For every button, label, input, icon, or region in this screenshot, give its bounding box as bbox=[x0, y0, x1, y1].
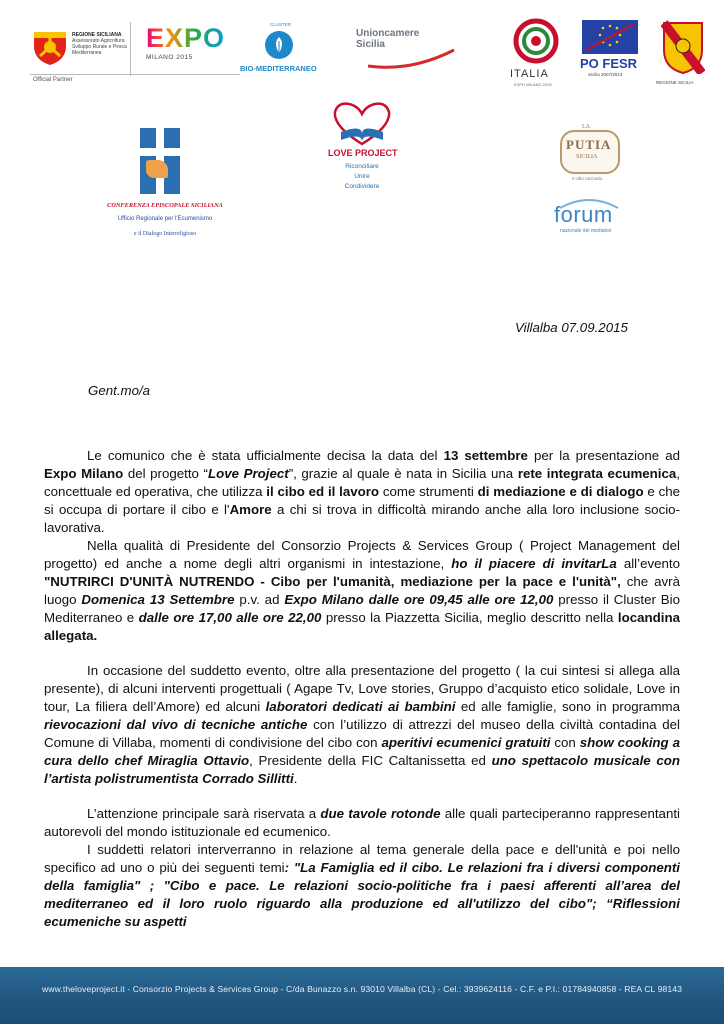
putia-region: SICILIA bbox=[576, 154, 598, 160]
text-run: come strumenti bbox=[379, 484, 478, 499]
paragraph-5-text bbox=[44, 842, 680, 929]
letter-date: Villalba 07.09.2015 bbox=[515, 320, 628, 335]
putia-top: LA bbox=[582, 124, 590, 130]
paragraph-2 bbox=[44, 537, 680, 645]
text-run: "NUTRIRCI D'UNITÀ NUTRENDO - Cibo per l'umanità, mediazione per la pace e l'unità", bbox=[44, 574, 621, 589]
paragraph-2-text bbox=[44, 538, 680, 643]
text-run: L’attenzione principale sarà riservata a bbox=[87, 806, 321, 821]
love-project-title: LOVE PROJECT bbox=[328, 148, 398, 158]
love-motto-1: Riconciliare bbox=[345, 163, 379, 170]
text-run: rete integrata ecumenica bbox=[517, 466, 677, 481]
cluster-label: CLUSTER bbox=[270, 22, 292, 27]
forum-subtitle: nazionale dei mediatori bbox=[560, 228, 612, 234]
regione-siciliana-logo bbox=[30, 28, 130, 73]
text-run: Expo Milano dalle ore 09,45 alle ore 12,00 bbox=[284, 592, 554, 607]
trinacria-emblem-icon bbox=[661, 20, 705, 74]
text-run: Love Project bbox=[207, 466, 289, 481]
text-run: I suddetti relatori interverranno in relazione al tema generale della pace e dell'unità e poi nello specifico ad uno o più dei seguenti temi bbox=[44, 842, 680, 875]
regione-sicilia-logo bbox=[658, 20, 708, 92]
text-run: del progetto “ bbox=[123, 466, 208, 481]
header-divider bbox=[130, 22, 131, 76]
regione-line-4: Mediterranea bbox=[72, 50, 102, 56]
cesi-name: CONFERENZA EPISCOPALE SICILIANA bbox=[107, 202, 223, 209]
love-motto-3: Condividere bbox=[344, 183, 380, 190]
text-run: ed alle famiglie, sono in programma bbox=[455, 699, 680, 714]
forum-logo bbox=[550, 196, 630, 244]
love-project-logo bbox=[322, 100, 402, 200]
cesi-cross-icon bbox=[140, 128, 180, 194]
text-run: , Presidente della FIC Caltanissetta ed bbox=[249, 753, 492, 768]
text-run: Le comunico che è stata ufficialmente decisa la data del bbox=[87, 448, 444, 463]
regione-line-2: Assessorato Agricoltura bbox=[72, 38, 125, 44]
bio-mediterraneo-logo bbox=[240, 22, 320, 82]
heart-book-icon bbox=[327, 100, 397, 146]
text-run: e che si occupa di portare il cibo e l' bbox=[44, 484, 681, 517]
text-run: laboratori dedicati ai bambini bbox=[265, 699, 456, 714]
text-run: rievocazioni dal vivo di tecniche antiche bbox=[44, 717, 308, 732]
regione-line-3: Sviluppo Rurale e Pesca bbox=[72, 44, 127, 50]
text-run: locandina allegata. bbox=[44, 610, 680, 643]
letter-salutation: Gent.mo/a bbox=[88, 383, 151, 398]
bio-mediterraneo-label: BIO-MEDITERRANEO bbox=[240, 64, 317, 73]
unioncamere-region: Sicilia bbox=[356, 39, 385, 50]
regione-sicilia-label: REGIONE SICILIA bbox=[656, 80, 694, 85]
paragraph-3 bbox=[44, 662, 680, 788]
text-run: dalle ore 17,00 alle ore 22,00 bbox=[138, 610, 322, 625]
swoosh-icon bbox=[366, 48, 456, 70]
cesi-office: Ufficio Regionale per l'Ecumenismo bbox=[117, 216, 213, 222]
text-run: : "La Famiglia ed il cibo. Le relazioni fra i diversi componenti della famiglia" ; "Cibo e pace. Le relazioni socio-politiche fra i paesi afferenti all’area del mediterraneo ed il loro ruolo riguardo alla produzione ed all'utilizzo del cibo"; “Riflessioni ecumeniche su aspetti bbox=[44, 860, 680, 929]
paragraph-3-text bbox=[44, 663, 680, 786]
italia-star-icon bbox=[511, 16, 561, 66]
text-run: . bbox=[293, 771, 298, 786]
text-run: di mediazione e di dialogo bbox=[477, 484, 644, 499]
text-run: aperitivi ecumenici gratuiti bbox=[381, 735, 551, 750]
eu-flag-icon bbox=[582, 20, 638, 54]
text-run: Expo Milano bbox=[44, 466, 124, 481]
expo-subtitle: MILANO 2015 bbox=[146, 54, 193, 61]
cesi-office-2: e il Dialogo Interreligioso bbox=[133, 231, 197, 237]
paragraph-1-text bbox=[44, 448, 680, 535]
text-run: presso la Piazzetta Sicilia, meglio descritto nella bbox=[321, 610, 618, 625]
text-run: , concettuale ed operativa, che utilizza bbox=[44, 466, 680, 499]
unioncamere-name: Unioncamere bbox=[356, 28, 420, 39]
expo-logo bbox=[146, 24, 226, 70]
forum-name: forum bbox=[554, 202, 613, 227]
text-run: a chi si trova in difficoltà mirando anche alla loro inclusione socio-lavorativa. bbox=[44, 502, 680, 535]
text-run: con bbox=[550, 735, 580, 750]
official-partner-label: Official Partner bbox=[33, 77, 73, 83]
text-run: show cooking a cura dello chef Miraglia Ottavio bbox=[44, 735, 680, 768]
text-run: che avrà luogo bbox=[44, 574, 680, 607]
po-fesr-logo bbox=[578, 20, 646, 80]
putia-name: PUTIA bbox=[566, 137, 612, 152]
footer-text: www.theloveproject.it - Consorzio Projects & Services Group - C/da Bunazzo s.n. 93010 Villalba (CL) - Cel.: 3939624116 - C.F. e P.I.: 01784940858 - REA CL 98143 bbox=[41, 984, 683, 994]
paragraph-5 bbox=[44, 841, 680, 931]
la-putia-logo bbox=[550, 124, 630, 186]
text-run: con l’utilizzo di attrezzi del museo della civiltà contadina del Comune di Villaba, momenti di condivisione del cibo con bbox=[44, 717, 680, 750]
text-run: uno spettacolo musicale con l’artista polistrumentista Corrado Sillitti bbox=[44, 753, 680, 786]
italia-label: ITALIA bbox=[510, 68, 549, 80]
text-run: alle quali parteciperanno rappresentanti autorevoli del mondo istituzionale ed ecumenico. bbox=[44, 806, 680, 839]
text-run: due tavole rotonde bbox=[320, 806, 441, 821]
po-fesr-sublabel: Sicilia 2007/2013 bbox=[588, 72, 623, 77]
text-run: presso il Cluster Bio Mediterraneo e bbox=[44, 592, 680, 625]
text-run: Domenica 13 Settembre bbox=[81, 592, 235, 607]
putia-slogan: Il cibo racconta bbox=[572, 176, 603, 181]
text-run: In occasione del suddetto evento, oltre alla presentazione del progetto ( la cui sintesi si allega alla presente), di alcuni interventi progettuali ( Agape Tv, Love stories, Gruppo d’acquisto etico solidale, Love in tour, La filiera dell’Amore) ed alcuni bbox=[44, 663, 680, 714]
italia-logo bbox=[508, 16, 564, 92]
text-run: Amore bbox=[229, 502, 272, 517]
cesi-logo bbox=[100, 128, 230, 243]
love-motto-2: Unire bbox=[354, 173, 370, 180]
paragraph-4 bbox=[44, 805, 680, 841]
paragraph-4-text bbox=[44, 806, 680, 839]
unioncamere-logo bbox=[356, 28, 466, 68]
text-run: 13 settembre bbox=[443, 448, 528, 463]
italia-sublabel: EXPO MILANO 2015 bbox=[514, 82, 552, 87]
trinacria-shield-icon bbox=[30, 28, 70, 66]
expo-wordmark: EXPO bbox=[146, 23, 226, 53]
text-run: Nella qualità di Presidente del Consorzio Projects & Services Group ( Project Management del progetto) ed anche a nome degli altri organismi in intestazione, bbox=[44, 538, 680, 571]
footer-bar bbox=[0, 967, 724, 1024]
text-run: per la presentazione ad bbox=[527, 448, 680, 463]
po-fesr-label: PO FESR bbox=[580, 56, 638, 71]
text-run: ho il piacere di invitarLa bbox=[451, 556, 617, 571]
bio-circle-icon bbox=[265, 31, 293, 59]
text-run: p.v. ad bbox=[234, 592, 285, 607]
text-run: il cibo ed il lavoro bbox=[266, 484, 380, 499]
text-run: ”, grazie al quale è nata in Sicilia una bbox=[288, 466, 518, 481]
text-run: all’evento bbox=[616, 556, 680, 571]
regione-name: REGIONE SICILIANA bbox=[72, 32, 122, 38]
paragraph-1 bbox=[44, 447, 680, 537]
official-partner-rule bbox=[30, 74, 240, 75]
